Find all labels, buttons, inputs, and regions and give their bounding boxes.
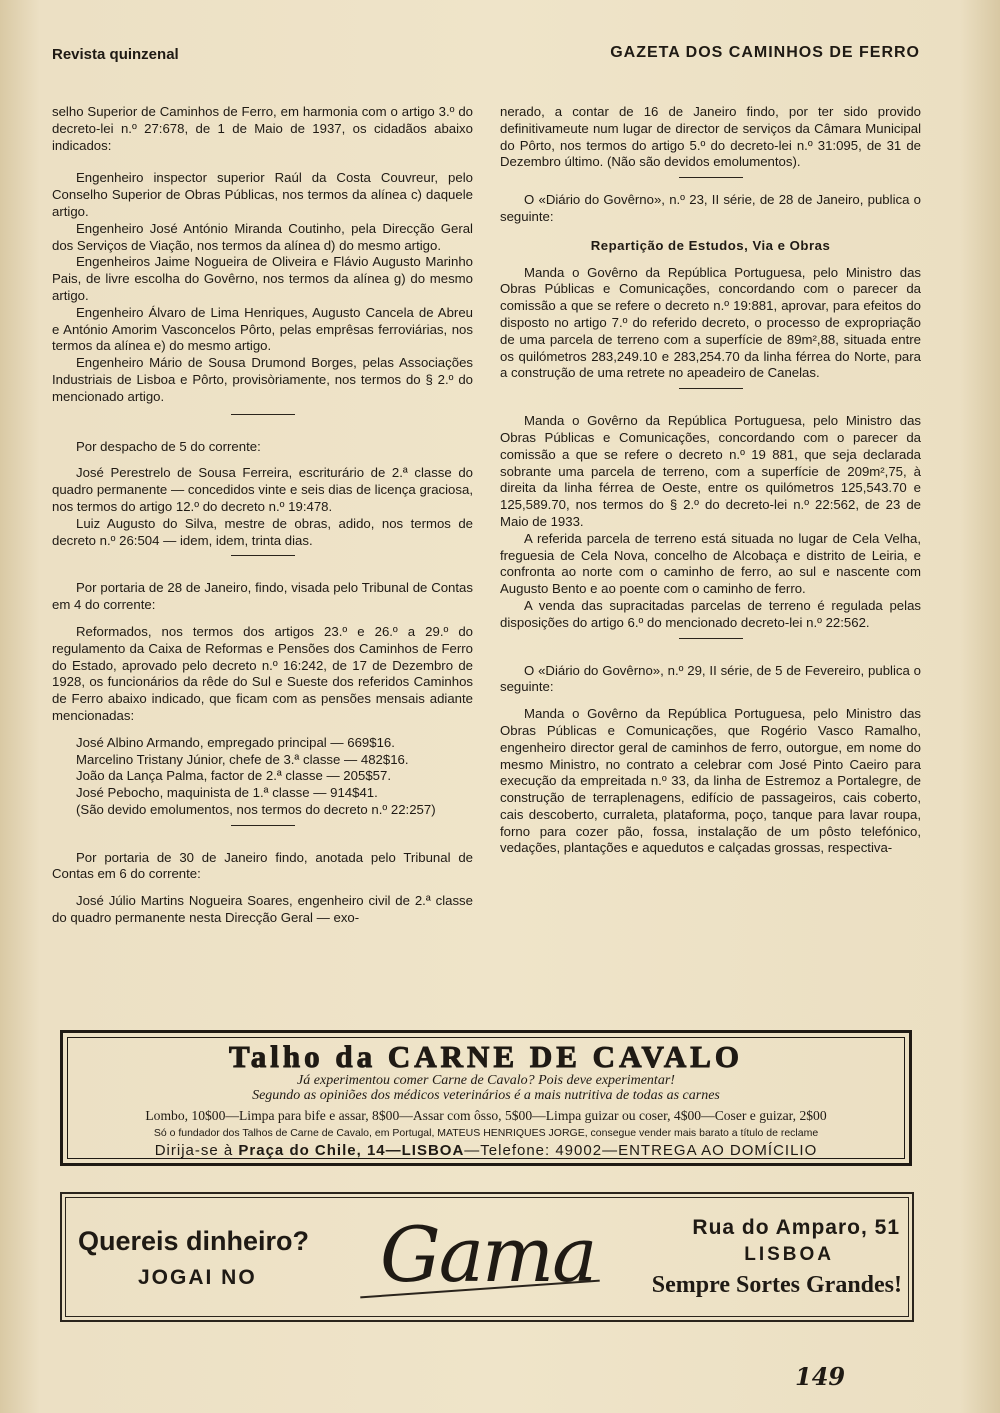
- ad-founder-note: Só o fundador dos Talhos de Carne de Cavalo, em Portugal, MATEUS HENRIQUES JORGE, consegue vender mais barato a título de reclame: [153, 1127, 819, 1139]
- page-header: [52, 40, 920, 70]
- paragraph: Engenheiros Jaime Nogueira de Oliveira e Flávio Augusto Marinho Pais, de livre escolha do Govêrno, nos termos da alínea g) do mesmo artigo.: [52, 254, 473, 303]
- paragraph: Por despacho de 5 do corrente:: [76, 438, 261, 454]
- pension-item: (São devido emolumentos, nos termos do decreto n.º 22:257): [76, 801, 436, 817]
- paragraph: Manda o Govêrno da República Portuguesa, pelo Ministro das Obras Públicas e Comunicações, concordando com o parecer da comissão a que se refere o decreto n.º 19 881, que seja declarada sobrante uma parcela de terreno, com a superfície de 209m²,75, à direita da linha férrea de Oeste, entre os quilómetros 125,543.70 e 125,589.70, nos termos do § 2.º do decreto-lei n.º 22:562, de 23 de Maio de 1933.: [500, 413, 921, 529]
- paragraph: Engenheiro Álvaro de Lima Henriques, Augusto Cancela de Abreu e António Amorim Vasconcelos Pôrto, pelas emprêsas ferroviárias, nos termos da alínea e) do mesmo artigo.: [52, 304, 473, 354]
- ad-play: JOGAI NO: [138, 1266, 257, 1289]
- paragraph: Engenheiro Mário de Sousa Drumond Borges, pelas Associações Industriais de Lisboa e Pôrto, provisòriamente, nos termos do § 2.º do mencionado artigo.: [52, 355, 473, 404]
- paragraph: José Perestrelo de Sousa Ferreira, escriturário de 2.ª classe do quadro permanente — concedidos vinte e seis dias de licença graciosa, nos termos do artigo 12.º do decreto n.º 19:478.: [52, 465, 473, 514]
- ad-prices: Lombo, 10$00—Limpa para bife e assar, 8$00—Assar com ôsso, 5$00—Limpa guizar ou coser, 4$00—Coser e guizar, 2$00: [145, 1108, 827, 1123]
- paragraph: Manda o Govêrno da República Portuguesa, pelo Ministro das Obras Públicas e Comunicações, que Rogério Vasco Ramalho, engenheiro director geral de caminhos de ferro, outorgue, em nome do mesmo Ministro, no contrato a celebrar com José Pinto Caeiro para execução da empreitada n.º 33, da linha de Estremoz a Portalegre, de construção de terraplenagens, edifício de passageiros, cais coberto, cais descoberto, curraleta, plataforma, poço, tanque para lavar roupa, forno para cozer pão, fossa, instalação de um pôsto telefónico, vedações, plantações e aquedutos e calçadas grossas, respectiva-: [500, 706, 921, 856]
- header-left: Revista quinzenal: [52, 46, 179, 63]
- gama-logo: Gama: [380, 1210, 596, 1299]
- separator: [231, 414, 295, 415]
- paragraph: Luiz Augusto do Silva, mestre de obras, adido, nos termos de decreto n.º 26:504 — idem, idem, trinta dias.: [52, 515, 473, 548]
- pension-item: José Albino Armando, empregado principal — 669$16.: [76, 734, 395, 750]
- ad-slogan: Sempre Sortes Grandes!: [651, 1272, 902, 1298]
- separator: [231, 555, 295, 556]
- paragraph: O «Diário do Govêrno», n.º 29, II série, de 5 de Fevereiro, publica o seguinte:: [500, 662, 921, 695]
- ad-title: Talho da CARNE DE CAVALO: [228, 1039, 744, 1074]
- paragraph: José Júlio Martins Nogueira Soares, engenheiro civil de 2.ª classe do quadro permanente nesta Direcção Geral — exo-: [52, 893, 473, 926]
- ad-tagline: Já experimentou comer Carne de Cavalo? Pois deve experimentar!: [297, 1073, 675, 1088]
- ad-city: LISBOA: [744, 1244, 834, 1265]
- ad-phone: —Telefone: 49002: [464, 1142, 603, 1159]
- advertisement-gama: [60, 1192, 914, 1322]
- paragraph: Por portaria de 28 de Janeiro, findo, visada pelo Tribunal de Contas em 4 do corrente:: [52, 580, 473, 613]
- separator: [679, 638, 743, 639]
- pension-item: João da Lança Palma, factor de 2.ª classe — 205$57.: [76, 768, 391, 784]
- header-right: GAZETA DOS CAMINHOS DE FERRO: [610, 44, 920, 61]
- section-heading: Repartição de Estudos, Via e Obras: [590, 237, 831, 253]
- paragraph: Manda o Govêrno da República Portuguesa, pelo Ministro das Obras Públicas e Comunicações, concordando com o parecer da comissão a que se refere o decreto n.º 19:881, aprovar, para efeitos do disposto no artigo 7.º do referido decreto, o processo de expropriação de uma parcela de terreno com a superfície de 89m²,88, situada entre os quilómetros 283,249.10 e 283,254.70 da linha férrea do Norte, para a construção de uma retrete no apeadeiro de Canelas.: [500, 264, 921, 381]
- separator: [679, 177, 743, 178]
- ad-delivery: —ENTREGA AO DOMÍCILIO: [602, 1142, 818, 1159]
- ad-address-line: [69, 1142, 903, 1159]
- pension-item: José Pebocho, maquinista de 1.ª classe — 914$41.: [76, 785, 378, 801]
- paragraph: Engenheiro José António Miranda Coutinho, pela Direcção Geral dos Serviços de Viação, nos termos da alínea d) do mesmo artigo.: [52, 220, 473, 253]
- paragraph: A referida parcela de terreno está situada no lugar de Cela Velha, freguesia de Cela Nova, concelho de Alcobaça e distrito de Leiria, e confronta ao norte com o caminho de ferro, ao sul e nascente com Augusto Bento e ao poente com o caminho de ferro.: [500, 530, 921, 597]
- paragraph: nerado, a contar de 16 de Janeiro findo, por ter sido provido definitivameute num lugar de director de serviços da Câmara Municipal do Pôrto, nos termos do artigo 5.º do decreto-lei n.º 31:095, de 31 de Dezembro último. (Não são devidos emolumentos).: [500, 104, 921, 170]
- separator: [231, 825, 295, 826]
- ad-address: Praça do Chile, 14—LISBOA: [238, 1142, 465, 1159]
- paragraph: selho Superior de Caminhos de Ferro, em harmonia com o artigo 3.º do decreto-lei n.º 27:678, de 1 de Maio de 1937, os cidadãos abaixo indicados:: [52, 104, 473, 153]
- left-column: [52, 104, 473, 927]
- paragraph: O «Diário do Govêrno», n.º 23, II série, de 28 de Janeiro, publica o seguinte:: [500, 192, 921, 224]
- ad-address-prefix: Dirija-se à: [154, 1142, 234, 1159]
- paragraph: Engenheiro inspector superior Raúl da Costa Couvreur, pelo Conselho Superior de Obras Públicas, nos termos da alínea c) daquele artigo.: [52, 170, 473, 219]
- paragraph: A venda das supracitadas parcelas de terreno é regulada pelas disposições do artigo 6.º do mencionado decreto-lei n.º 22:562.: [500, 597, 921, 630]
- ad-tagline: Segundo as opiniões dos médicos veterinários é a mais nutritiva de todas as carnes: [252, 1088, 720, 1103]
- advertisement-carne-de-cavalo: [60, 1030, 912, 1166]
- right-column: [500, 104, 921, 857]
- ad-question: Quereis dinheiro?: [78, 1226, 310, 1256]
- separator: [679, 388, 743, 389]
- pension-item: Marcelino Tristany Júnior, chefe de 3.ª classe — 482$16.: [76, 751, 409, 767]
- paragraph: Por portaria de 30 de Janeiro findo, anotada pelo Tribunal de Contas em 6 do corrente:: [52, 849, 473, 882]
- paragraph: Reformados, nos termos dos artigos 23.º e 26.º a 29.º do regulamento da Caixa de Reformas e Pensões dos Caminhos de Ferro do Estado, aprovado pelo decreto n.º 16:242, de 17 de Dezembro de 1928, os funcionários da rêde do Sul e Sueste dos referidos Caminhos de Ferro abaixo indicado, que ficam com as pensões mensais adiante mencionadas:: [52, 623, 473, 723]
- ad-street: Rua do Amparo, 51: [692, 1216, 900, 1239]
- page-number: 149: [795, 1362, 846, 1391]
